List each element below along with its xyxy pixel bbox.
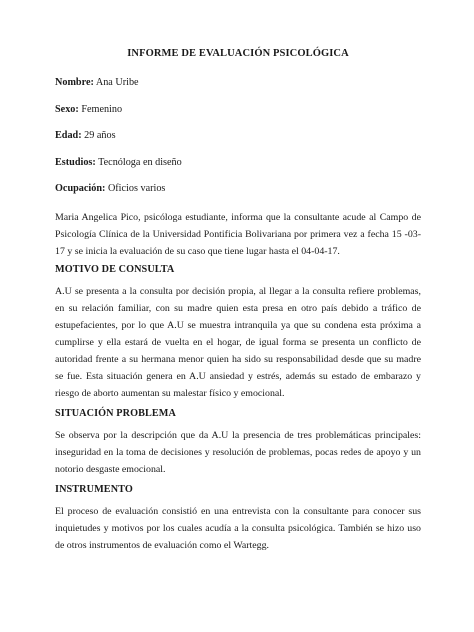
section-heading-motivo: MOTIVO DE CONSULTA	[55, 263, 175, 275]
intro-paragraph: Maria Angelica Pico, psicóloga estudiante, informa que la consultante acude al Campo de Psicología Clínica de la Universidad Pontificia Bolivariana por primera vez a fecha 15 -03-17 y se inicia la evaluación de su caso que tiene lugar hasta el 04-04-17.	[55, 211, 421, 257]
field-label: Estudios:	[55, 156, 96, 168]
field-value: Femenino	[81, 103, 123, 115]
field-estudios	[55, 156, 421, 169]
field-sexo	[55, 103, 421, 116]
section-body-motivo: A.U se presenta a la consulta por decisión propia, al llegar a la consulta refiere problemas, en su relación familiar, con su madre quien esta presa en otro país debido a tráfico de estupefacientes, por lo que A.U se muestra intranquila ya que su condena esta próxima a cumplirse y ella estará de vuelta en el hogar, de igual forma se presenta un conflicto de autoridad frente a su hermana menor quien ha sido su responsabilidad desde que su madre se fue. Esta situación genera en A.U ansiedad y estrés, además su estado de embarazo y riesgo de aborto aumentan su malestar físico y emocional.	[55, 285, 421, 399]
document-title: INFORME DE EVALUACIÓN PSICOLÓGICA	[127, 48, 349, 59]
field-value: 29 años	[84, 130, 116, 141]
document-page	[55, 48, 421, 560]
field-ocupacion	[55, 182, 421, 195]
field-label: Edad:	[55, 130, 82, 141]
field-label: Ocupación:	[55, 183, 106, 194]
section-heading-situacion: SITUACIÓN PROBLEMA	[55, 407, 176, 419]
section-heading-instrumento: INSTRUMENTO	[55, 483, 133, 495]
field-edad	[55, 129, 421, 142]
field-nombre	[55, 76, 421, 89]
section-body-instrumento: El proceso de evaluación consistió en una entrevista con la consultante para conocer sus inquietudes y motivos por los cuales acudía a la consulta psicológica. También se hizo uso de otros instrumentos de evaluación como el Wartegg.	[55, 505, 421, 551]
field-label: Nombre:	[55, 77, 94, 88]
field-label: Sexo:	[55, 103, 79, 115]
section-body-situacion: Se observa por la descripción que da A.U la presencia de tres problemáticas principales: inseguridad en la toma de decisiones y resolución de problemas, pocas redes de apoyo y un notorio desgaste emocional.	[55, 429, 421, 475]
field-value: Ana Uribe	[95, 77, 139, 88]
field-value: Tecnóloga en diseño	[98, 156, 182, 168]
field-value: Oficios varios	[107, 183, 166, 194]
